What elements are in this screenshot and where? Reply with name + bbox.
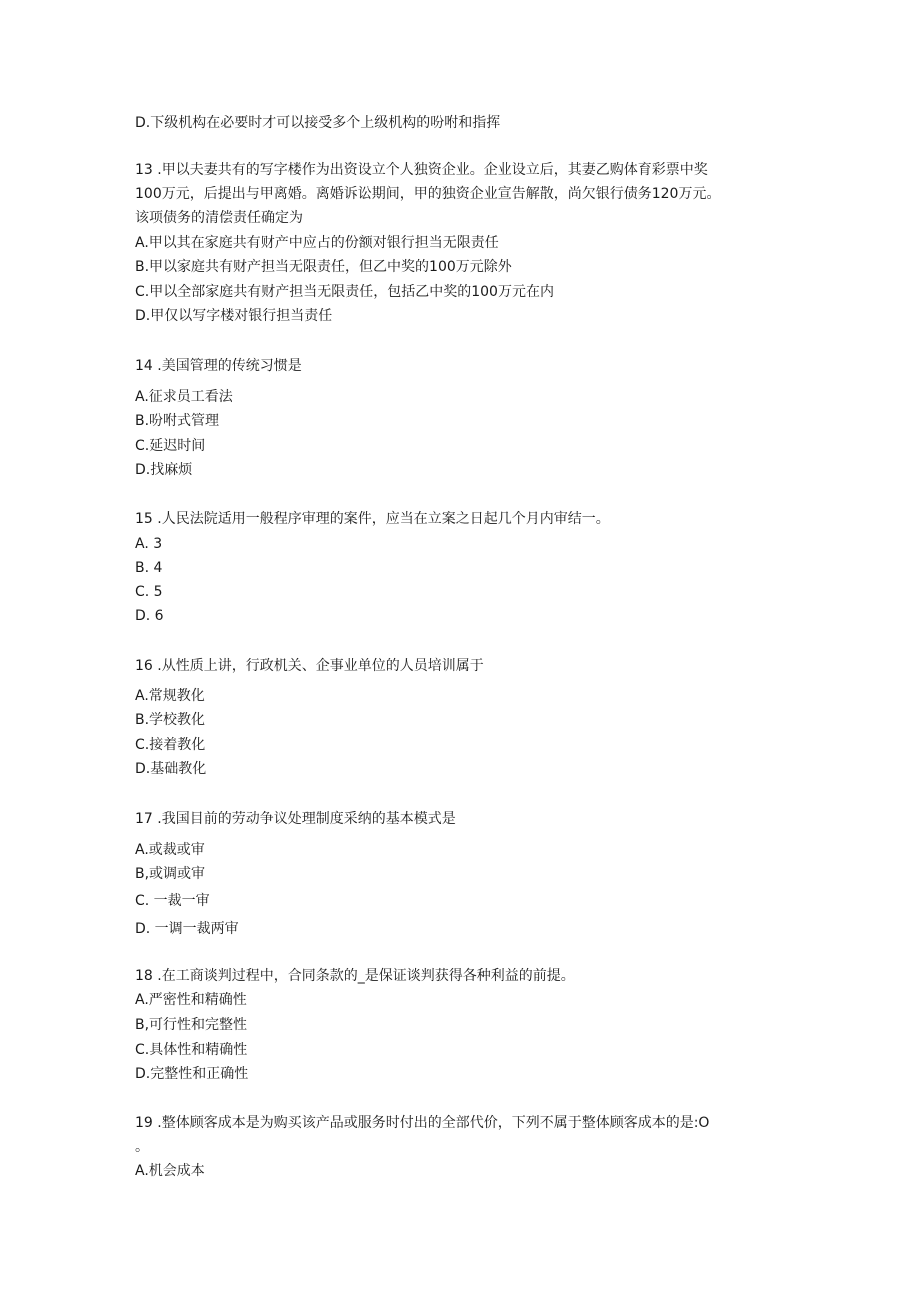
q19-stem-line-1: 19 .整体顾客成本是为购买该产品或服务时付出的全部代价，下列不属于整体顾客成本的是:O — [135, 1115, 710, 1131]
q18-stem: 18 .在工商谈判过程中，合同条款的_是保证谈判获得各种利益的前提。 — [135, 968, 575, 984]
q18-option-b: B,可行性和完整性 — [135, 1017, 248, 1033]
q13-option-b: B.甲以家庭共有财产担当无限责任，但乙中奖的100万元除外 — [135, 259, 512, 275]
q13-option-a: A.甲以其在家庭共有财产中应占的份额对银行担当无限责任 — [135, 235, 499, 251]
q16-stem: 16 .从性质上讲，行政机关、企事业单位的人员培训属于 — [135, 658, 484, 674]
q16-option-d: D.基础教化 — [135, 761, 207, 777]
q16-option-b: B.学校教化 — [135, 712, 206, 728]
q14-option-b: B.吩咐式管理 — [135, 413, 220, 429]
q13-option-c: C.甲以全部家庭共有财产担当无限责任，包括乙中奖的100万元在内 — [135, 284, 554, 300]
q14-option-a: A.征求员工看法 — [135, 389, 233, 405]
q16-option-a: A.常规教化 — [135, 688, 205, 704]
q17-option-c: C. 一裁一审 — [135, 893, 210, 909]
q13-option-d: D.甲仅以写字楼对银行担当责任 — [135, 308, 333, 324]
q18-option-d: D.完整性和正确性 — [135, 1066, 249, 1082]
q14-option-c: C.延迟时间 — [135, 438, 206, 454]
q15-option-d: D. 6 — [135, 608, 164, 624]
q19-option-a: A.机会成本 — [135, 1163, 205, 1179]
q14-option-d: D.找麻烦 — [135, 462, 193, 478]
q15-option-b: B. 4 — [135, 560, 163, 576]
q15-option-c: C. 5 — [135, 584, 163, 600]
q15-option-a: A. 3 — [135, 536, 163, 552]
q18-option-c: C.具体性和精确性 — [135, 1042, 248, 1058]
q19-stem-line-2: 。 — [135, 1139, 149, 1155]
q14-stem: 14 .美国管理的传统习惯是 — [135, 358, 302, 374]
q16-option-c: C.接着教化 — [135, 737, 206, 753]
q17-option-b: B,或调或审 — [135, 866, 206, 882]
q17-stem: 17 .我国目前的劳动争议处理制度采纳的基本模式是 — [135, 811, 456, 827]
q17-option-a: A.或裁或审 — [135, 842, 205, 858]
q15-stem: 15 .人民法院适用一般程序审理的案件，应当在立案之日起几个月内审结一。 — [135, 511, 610, 527]
q13-stem-line-1: 13 .甲以夫妻共有的写字楼作为出资设立个人独资企业。企业设立后，其妻乙购体育彩票中奖 — [135, 162, 708, 178]
prev-question-option-d: D.下级机构在必要时才可以接受多个上级机构的吩咐和指挥 — [135, 115, 501, 131]
q18-option-a: A.严密性和精确性 — [135, 992, 247, 1008]
q17-option-d: D. 一调一裁两审 — [135, 921, 239, 937]
q13-stem-line-2: 100万元，后提出与甲离婚。离婚诉讼期间，甲的独资企业宣告解散，尚欠银行债务120万元。 — [135, 186, 721, 202]
q13-stem-line-3: 该项债务的清偿责任确定为 — [135, 210, 303, 226]
